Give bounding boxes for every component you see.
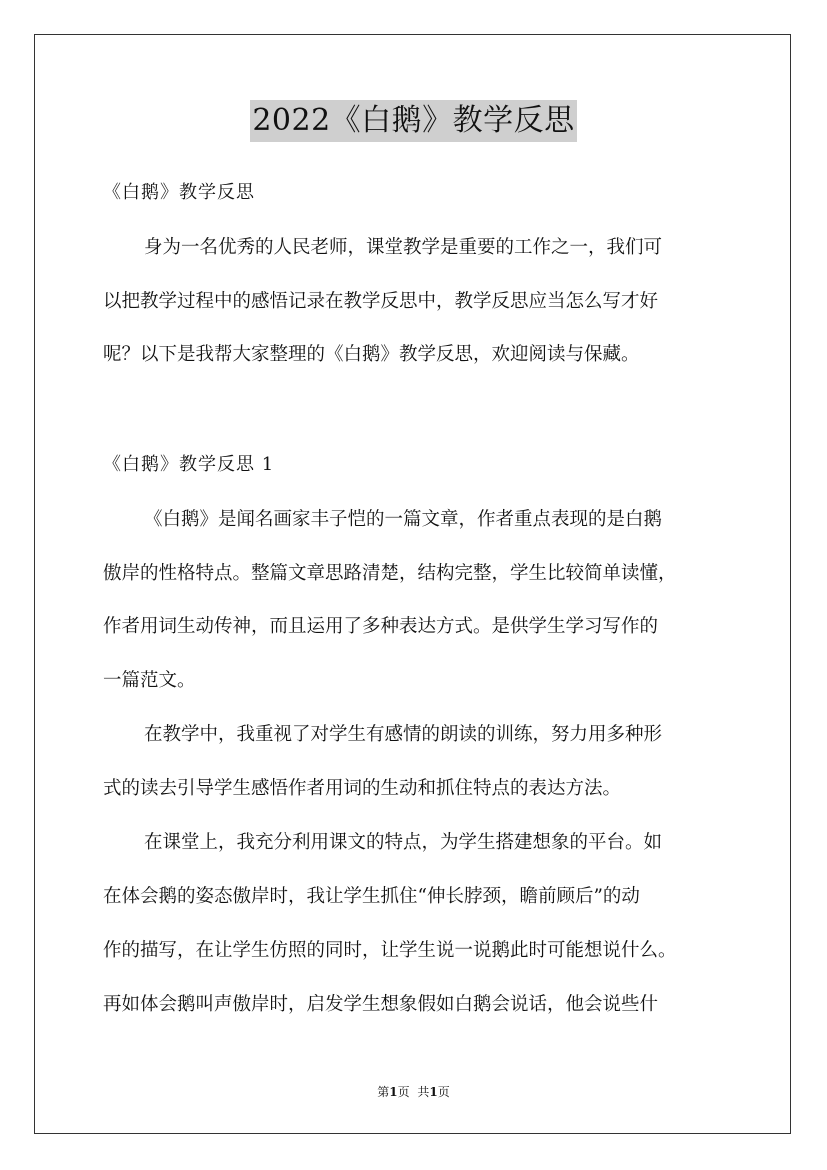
intro-line: 身为一名优秀的人民老师，课堂教学是重要的工作之一，我们可 <box>144 237 663 258</box>
paragraph-line: 作的描写，在让学生仿照的同时，让学生说一说鹅此时可能想说什么。 <box>103 940 677 961</box>
total-prefix: 共 <box>417 1085 430 1099</box>
page-number: 1 <box>389 1085 398 1099</box>
paragraph-line: 式的读去引导学生感悟作者用词的生动和抓住特点的表达方法。 <box>103 778 622 799</box>
intro-line: 以把教学过程中的感悟记录在教学反思中，教学反思应当怎么写才好 <box>103 291 659 312</box>
title-wrap <box>0 100 827 142</box>
paragraph-line: 再如体会鹅叫声傲岸时，启发学生想象假如白鹅会说话，他会说些什 <box>103 994 659 1015</box>
section-heading: 《白鹅》教学反思 1 <box>103 454 275 475</box>
page-suffix: 页 <box>397 1085 410 1099</box>
paragraph-line: 傲岸的性格特点。整篇文章思路清楚，结构完整，学生比较简单读懂， <box>103 563 677 584</box>
paragraph-line: 在课堂上，我充分利用课文的特点，为学生搭建想象的平台。如 <box>144 832 663 853</box>
intro-line: 呢？以下是我帮大家整理的《白鹅》教学反思，欢迎阅读与保藏。 <box>103 344 640 365</box>
paragraph-line: 作者用词生动传神，而且运用了多种表达方式。是供学生学习写作的 <box>103 616 659 637</box>
paragraph-line: 《白鹅》是闻名画家丰子恺的一篇文章，作者重点表现的是白鹅 <box>144 509 663 530</box>
paragraph-line: 在体会鹅的姿态傲岸时，我让学生抓住“伸长脖颈，瞻前顾后”的动 <box>103 886 640 907</box>
total-pages: 1 <box>429 1085 438 1099</box>
paragraph-line: 一篇范文。 <box>103 670 196 691</box>
doc-heading: 《白鹅》教学反思 <box>103 182 255 203</box>
document-title: 2022《白鹅》教学反思 <box>250 100 576 142</box>
page-prefix: 第 <box>377 1085 390 1099</box>
paragraph-line: 在教学中，我重视了对学生有感情的朗读的训练，努力用多种形 <box>144 724 663 745</box>
total-suffix: 页 <box>437 1085 450 1099</box>
page-footer <box>0 1084 827 1100</box>
